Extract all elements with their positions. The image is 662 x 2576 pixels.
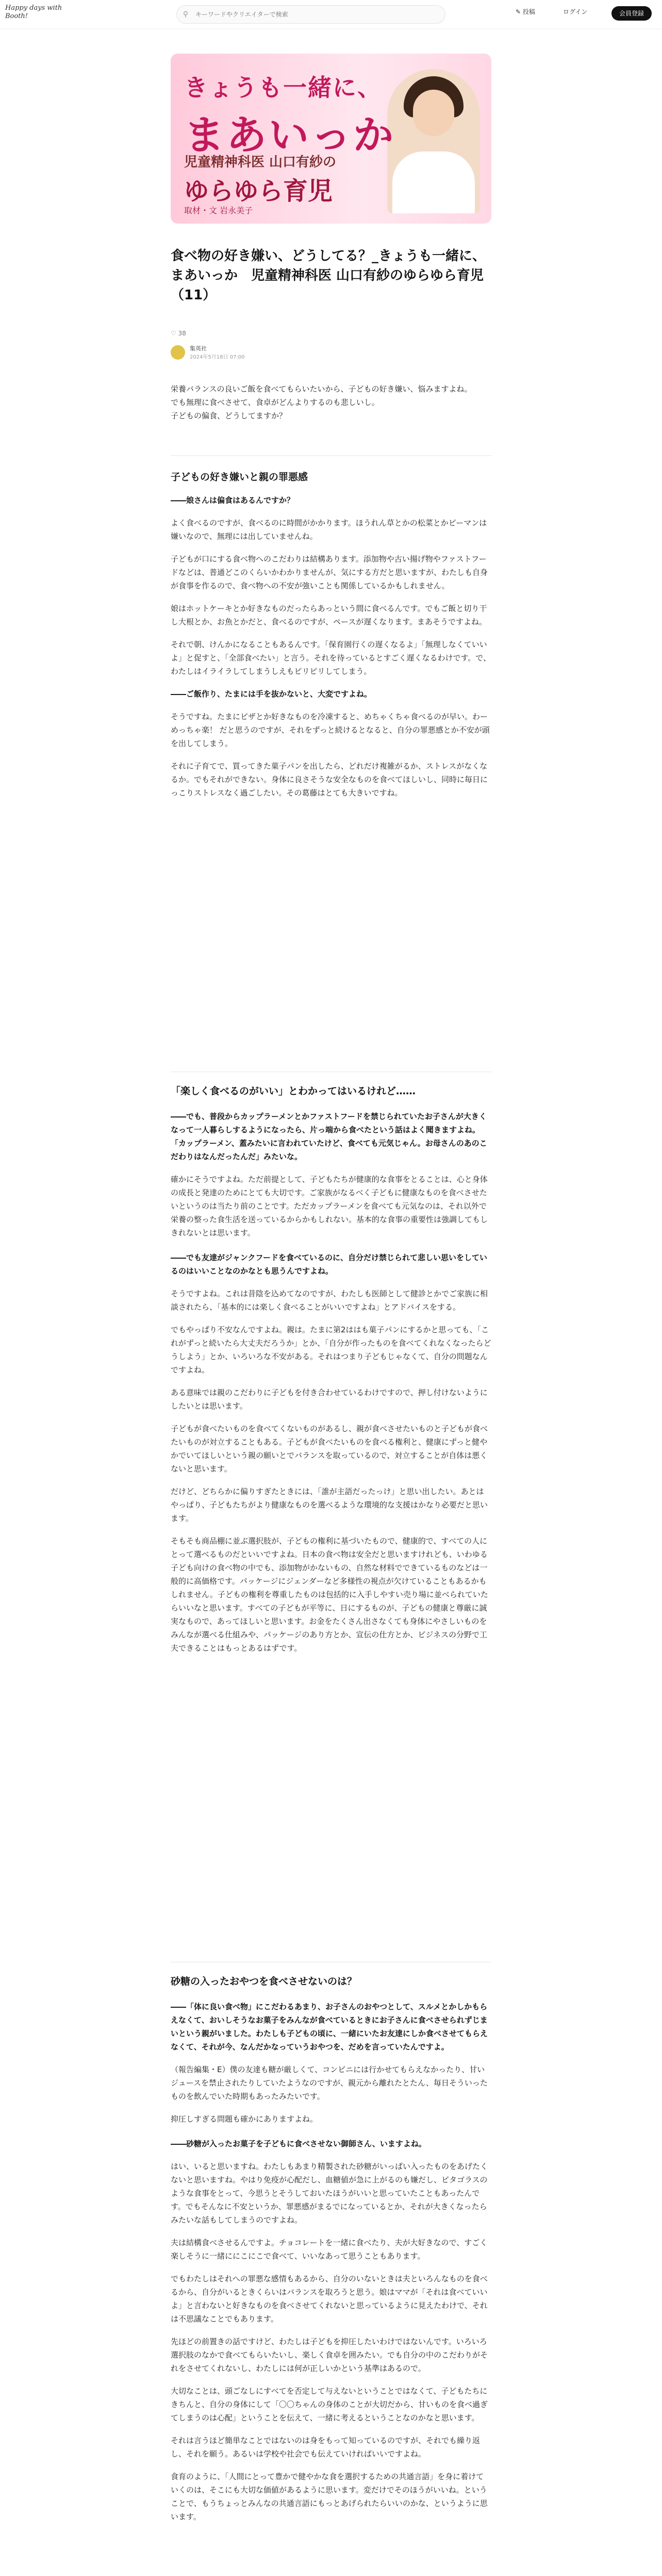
hero-line-3: 児童精神科医 山口有紗の [184, 155, 337, 170]
interview-question: ――でも、普段からカップラーメンとかファストフードを禁じられていたお子さんが大きくなって一人暮らしするようになったら、片っ端から食べたという話はよく聞きますよね。「カップラーメン、蓋みたいに言われていたけど、食べても元気じゃん。お母さんのあのこだわりはなんだったんだ」みたいな。 [171, 1112, 487, 1161]
hero-line-4: ゆらゆら育児 [184, 177, 333, 206]
site-logo[interactable]: Happy days with Booth! [5, 4, 62, 20]
section-heading: 砂糖の入ったおやつを食べさせないのは？ [171, 1976, 357, 1987]
photo-shirt [392, 151, 475, 213]
paragraph: 先ほどの前置きの話ですけど、わたしは子どもを抑圧したいわけではないんです。いろいろ選択肢のなかで食べてもらいたいし、楽しく食卓を囲みたい。でも自分の中のこだわりがそれをさせてくれないし、わたしには何が正しいかという基準はあるので。 [171, 2337, 488, 2373]
lead-line: 栄養バランスの良いご飯を食べてもらいたいから、子どもの好き嫌い、悩みますよね。 [171, 384, 472, 394]
post-label: 投稿 [522, 8, 535, 15]
lead-line: でも無理に食べさせて、食卓がどんよりするのも悲しいし。 [171, 398, 379, 407]
hero-credit: 取材・文 岩永美子 [184, 206, 253, 215]
paragraph: そもそも商品棚に並ぶ選択肢が、子どもの権利に基づいたもので、健康的で、すべての人にとって選べるものだといいですよね。日本の食べ物は安全だと思いますけれども、いわゆる子ども向けの食べ物の中でも、添加物がかないもの、自然な材料でできているものなどは一般的に高価格です。パッケージにジェンダーなど多様性の視点が欠けていることもあるかもしれません。子どもの権利を尊重したものは包括的に入手しやすい売り場に並べられていたらいいなと思います。すべての子どもが平等に、日にするものが、子どもの健康と尊厳に誠実なもので、あってほしいと思います。お金をたくさん出さなくても身体にやさしいものをみんなが選べる仕組みや、パッケージのあり方とか、宣伝の仕方とか、ビジネスの分野で工夫できることはもっとあるはずです。 [171, 1536, 488, 1653]
hero-banner-image [171, 54, 491, 224]
section-heading: 「楽しく食べるのがいい」とわかってはいるけれど…… [171, 1086, 416, 1097]
post-button[interactable] [516, 7, 535, 16]
author-name[interactable]: 集英社 [190, 345, 207, 352]
lead-line: 子どもの偏食、どうしてますか？ [171, 411, 287, 420]
heart-icon: ♡ [171, 330, 178, 337]
interview-question: ――でも友達がジャンクフードを食べているのに、自分だけ禁じられて悲しい思いをしているのはいいことなのかなとも思うんですよね。 [171, 1253, 487, 1276]
section-heading: 子どもの好き嫌いと親の罪悪感 [171, 471, 308, 483]
like-button[interactable] [171, 330, 186, 337]
paragraph: 夫は結構食べさせるんですよ。チョコレートを一緒に食べたり、夫が大好きなので、すごく楽しそうに一緒ににこにこで食べて、いいなあって思うこともあります。 [171, 2238, 488, 2261]
article-title: 食べ物の好き嫌い、どうしてる？_きょうも一緒に、まあいっか 児童精神科医 山口有紗のゆらゆら育児（11） [171, 248, 486, 303]
paragraph: でもやっぱり不安なんですよね。親は。たまに第2ははも菓子パンにするかと思っても、「これがずっと続いたら大丈夫だろうか」とか、「自分が作ったものを食べてくれなくなったらどうしよう」とか、いろいろな不安がある。それはつまり子どもじゃなくて、自分の問題なんですよね。 [171, 1325, 491, 1375]
paragraph: （報告編集・E）僕の友達も糖が厳しくて、コンビニには行かせてもらえなかったり、甘いジュースを禁止されたりしていたようなのですが、親元から離れたとたん、毎日そういったものを飲んでいた時期もあったみたいです。 [171, 2065, 488, 2101]
paragraph: それで朝、けんかになることもあるんです。「保育園行くの遅くなるよ」「無理しなくていいよ」と促すと、「全部食べたい」と言う。それを待っているとすごく遅くなるわけです。で、わたしはイライラしてしまうしえもピリピリしてしまう。 [171, 640, 491, 676]
paragraph: そうですね。たまにピザとか好きなものを冷凍すると、めちゃくちゃ食べるのが早い。わーめっちゃ楽！ だと思うのですが、それをずっと続けるとなると、自分の罪悪感とか不安が頭を出してしまう。 [171, 712, 490, 748]
search-input[interactable] [194, 10, 434, 19]
author-avatar[interactable] [171, 345, 185, 360]
interview-question: ――「体に良い食べ物」にこだわるあまり、お子さんのおやつとして、スルメとかしかもらえなくて、おいしそうなお菓子をみんなが食べているときにお子さんに食べさせられずじまいという親がいました。わたしも子どもの頃に、一緒にいたお友達にしか食べさせてもらえなくて、それが今、なんだかなっていうおやつを、だめを言っていたんですよ。 [171, 2002, 488, 2052]
paragraph: 子どもが口にする食べ物へのこだわりは結構あります。添加物や古い揚げ物やファストフードなどは、普通どこのくらいかわかりませんが、気にする方だと思いますが、わたしも自身が食事を作るので、食べ物への不安が強いことも関係しているかもしれません。 [171, 554, 488, 590]
paragraph: そうですよね。これは昔陰を込めてなのですが、わたしも医師として健診とかでご家族に相談されたら、「基本的には楽しく食べることがいいですよね」とアドバイスをする。 [171, 1289, 488, 1312]
article-section [171, 1084, 491, 1655]
paragraph: 抑圧しすぎる問題も確かにありますよね。 [171, 2114, 318, 2124]
photo-face [413, 90, 454, 136]
paragraph: 大切なことは、頭ごなしにすべてを否定して与えないということではなくて、子どもたちにきちんと、自分の身体にして「〇〇ちゃんの身体のことが大切だから、甘いものを食べ過ぎてしまうのは心配」ということを伝えて、一緒に考えるということなのかなと思います。 [171, 2386, 488, 2422]
paragraph: ある意味では親のこだわりに子どもを付き合わせているわけですので、押し付けないようにしたいとは思います。 [171, 1388, 488, 1411]
article-lead [171, 382, 491, 422]
section-divider [171, 455, 491, 456]
paragraph: 娘はホットケーキとか好きなものだったらあっという間に食べるんです。でもご飯と切り干し大根とか、お魚とかだと、食べるのですが、ペースが遅くなります。まあそうですよね。 [171, 604, 487, 626]
paragraph: それに子育てで、買ってきた菓子パンを出したら、どれだけ複雑がるか、ストレスがなくなるか。でもそれができない。身体に良さそうな安全なものを食べてほしいし、同時に毎日にっこりストレスなく過ごしたい。その葛藤はとても大きいですね。 [171, 761, 488, 798]
paragraph: はい、いると思いますね。わたしもあまり精製された砂糖がいっぱい入ったものをあげたくないと思いますね。やはり免疫が心配だし、血糖値が急に上がるのも嫌だし、ピタゴラスのような食事をとって、今思うとそうしておいたほうがいいと思っていたこともあったんです。でもそんなに不安というか、罪悪感がまるでになっているとか、それが大きくなったらみたいな話もしてしまうのですよね。 [171, 2162, 488, 2225]
search-icon: ⚲ [183, 10, 189, 19]
interview-question: ――ご飯作り、たまには手を抜かないと、大変ですよね。 [171, 689, 372, 699]
paragraph: 子どもが食べたいものを食べてくないものがあるし、親が食べさせたいものと子どもが食べたいものが対立することもある。子どもが食べたいものを食べる権利と、健康にずっと健やかでいてほしいという親の願いとでバランスを取っているので、対立することが自体は悪くないと思います。 [171, 1424, 488, 1473]
search-box[interactable] [176, 5, 445, 24]
hero-line-2: まあいっか [184, 112, 396, 159]
paragraph: だけど、どちらかに偏りすぎたときには、「誰が主語だったっけ」と思い出したい。あとはやっぱり、子どもたちがより健康なものを選べるような環境的な支援はかなり必要だと思います。 [171, 1487, 488, 1523]
like-count: 38 [178, 330, 186, 337]
pencil-icon: ✎ [516, 8, 523, 15]
paragraph: それは言うほど簡単なことではないのは身をもって知っているのですが、それでも繰り返し、それを願う。あるいは学校や社会でも伝えていければいいですよね。 [171, 2436, 481, 2459]
paragraph: 確かにそうですよね。ただ前提として、子どもたちが健康的な食事をとることは、心と身体の成長と発達のためにとても大切です。ご家族がなるべく子どもに健康なものを食べさせたいというのは当たり前のことです。ただカップラーメンを食べても元気なのは、それ以外で栄養の整った食生活を送っているからかもしれない。基本的な食事の重要性は強調してもしきれないとは思います。 [171, 1175, 488, 1238]
interview-question: ――娘さんは偏食はあるんですか？ [171, 496, 295, 505]
paragraph: 食育のように、「人間にとって豊かで健やかな食を選択するための共通言語」を身に着けていくのは、そこにも大切な価値があるように思います。変だけでそのほうがいいね。ということで、もうちょっとみんなの共通言語にもっとあげられたらいいのかな、というように思います。 [171, 2472, 488, 2521]
interview-question: ――砂糖が入ったお菓子を子どもに食べさせない御師さん、いますよね。 [171, 2139, 426, 2148]
article-section [171, 470, 491, 800]
signup-button[interactable]: 会員登録 [611, 6, 652, 21]
paragraph: でもわたしはそれへの罪悪な感情もあるから、自分のいないときは夫といろんなものを食べるから、自分がいるときくらいはバランスを取ろうと思う。娘はママが「それは食べていいよ」と言わないと好きなものを食べさせてくれないと思っているように見えたわけで、それは不思議なことでもあります。 [171, 2274, 488, 2324]
login-button[interactable]: ログイン [563, 8, 588, 15]
article-section [171, 1974, 491, 2523]
publish-date: 2024年5月18日 07:00 [190, 354, 245, 360]
top-navigation-bar [0, 0, 662, 29]
hero-line-1: きょうも一緒に、 [184, 74, 382, 101]
paragraph: よく食べるのですが、食べるのに時間がかかります。ほうれん草とかの松菜とかピーマンは嫌いなので、無理には出していませんね。 [171, 518, 487, 541]
